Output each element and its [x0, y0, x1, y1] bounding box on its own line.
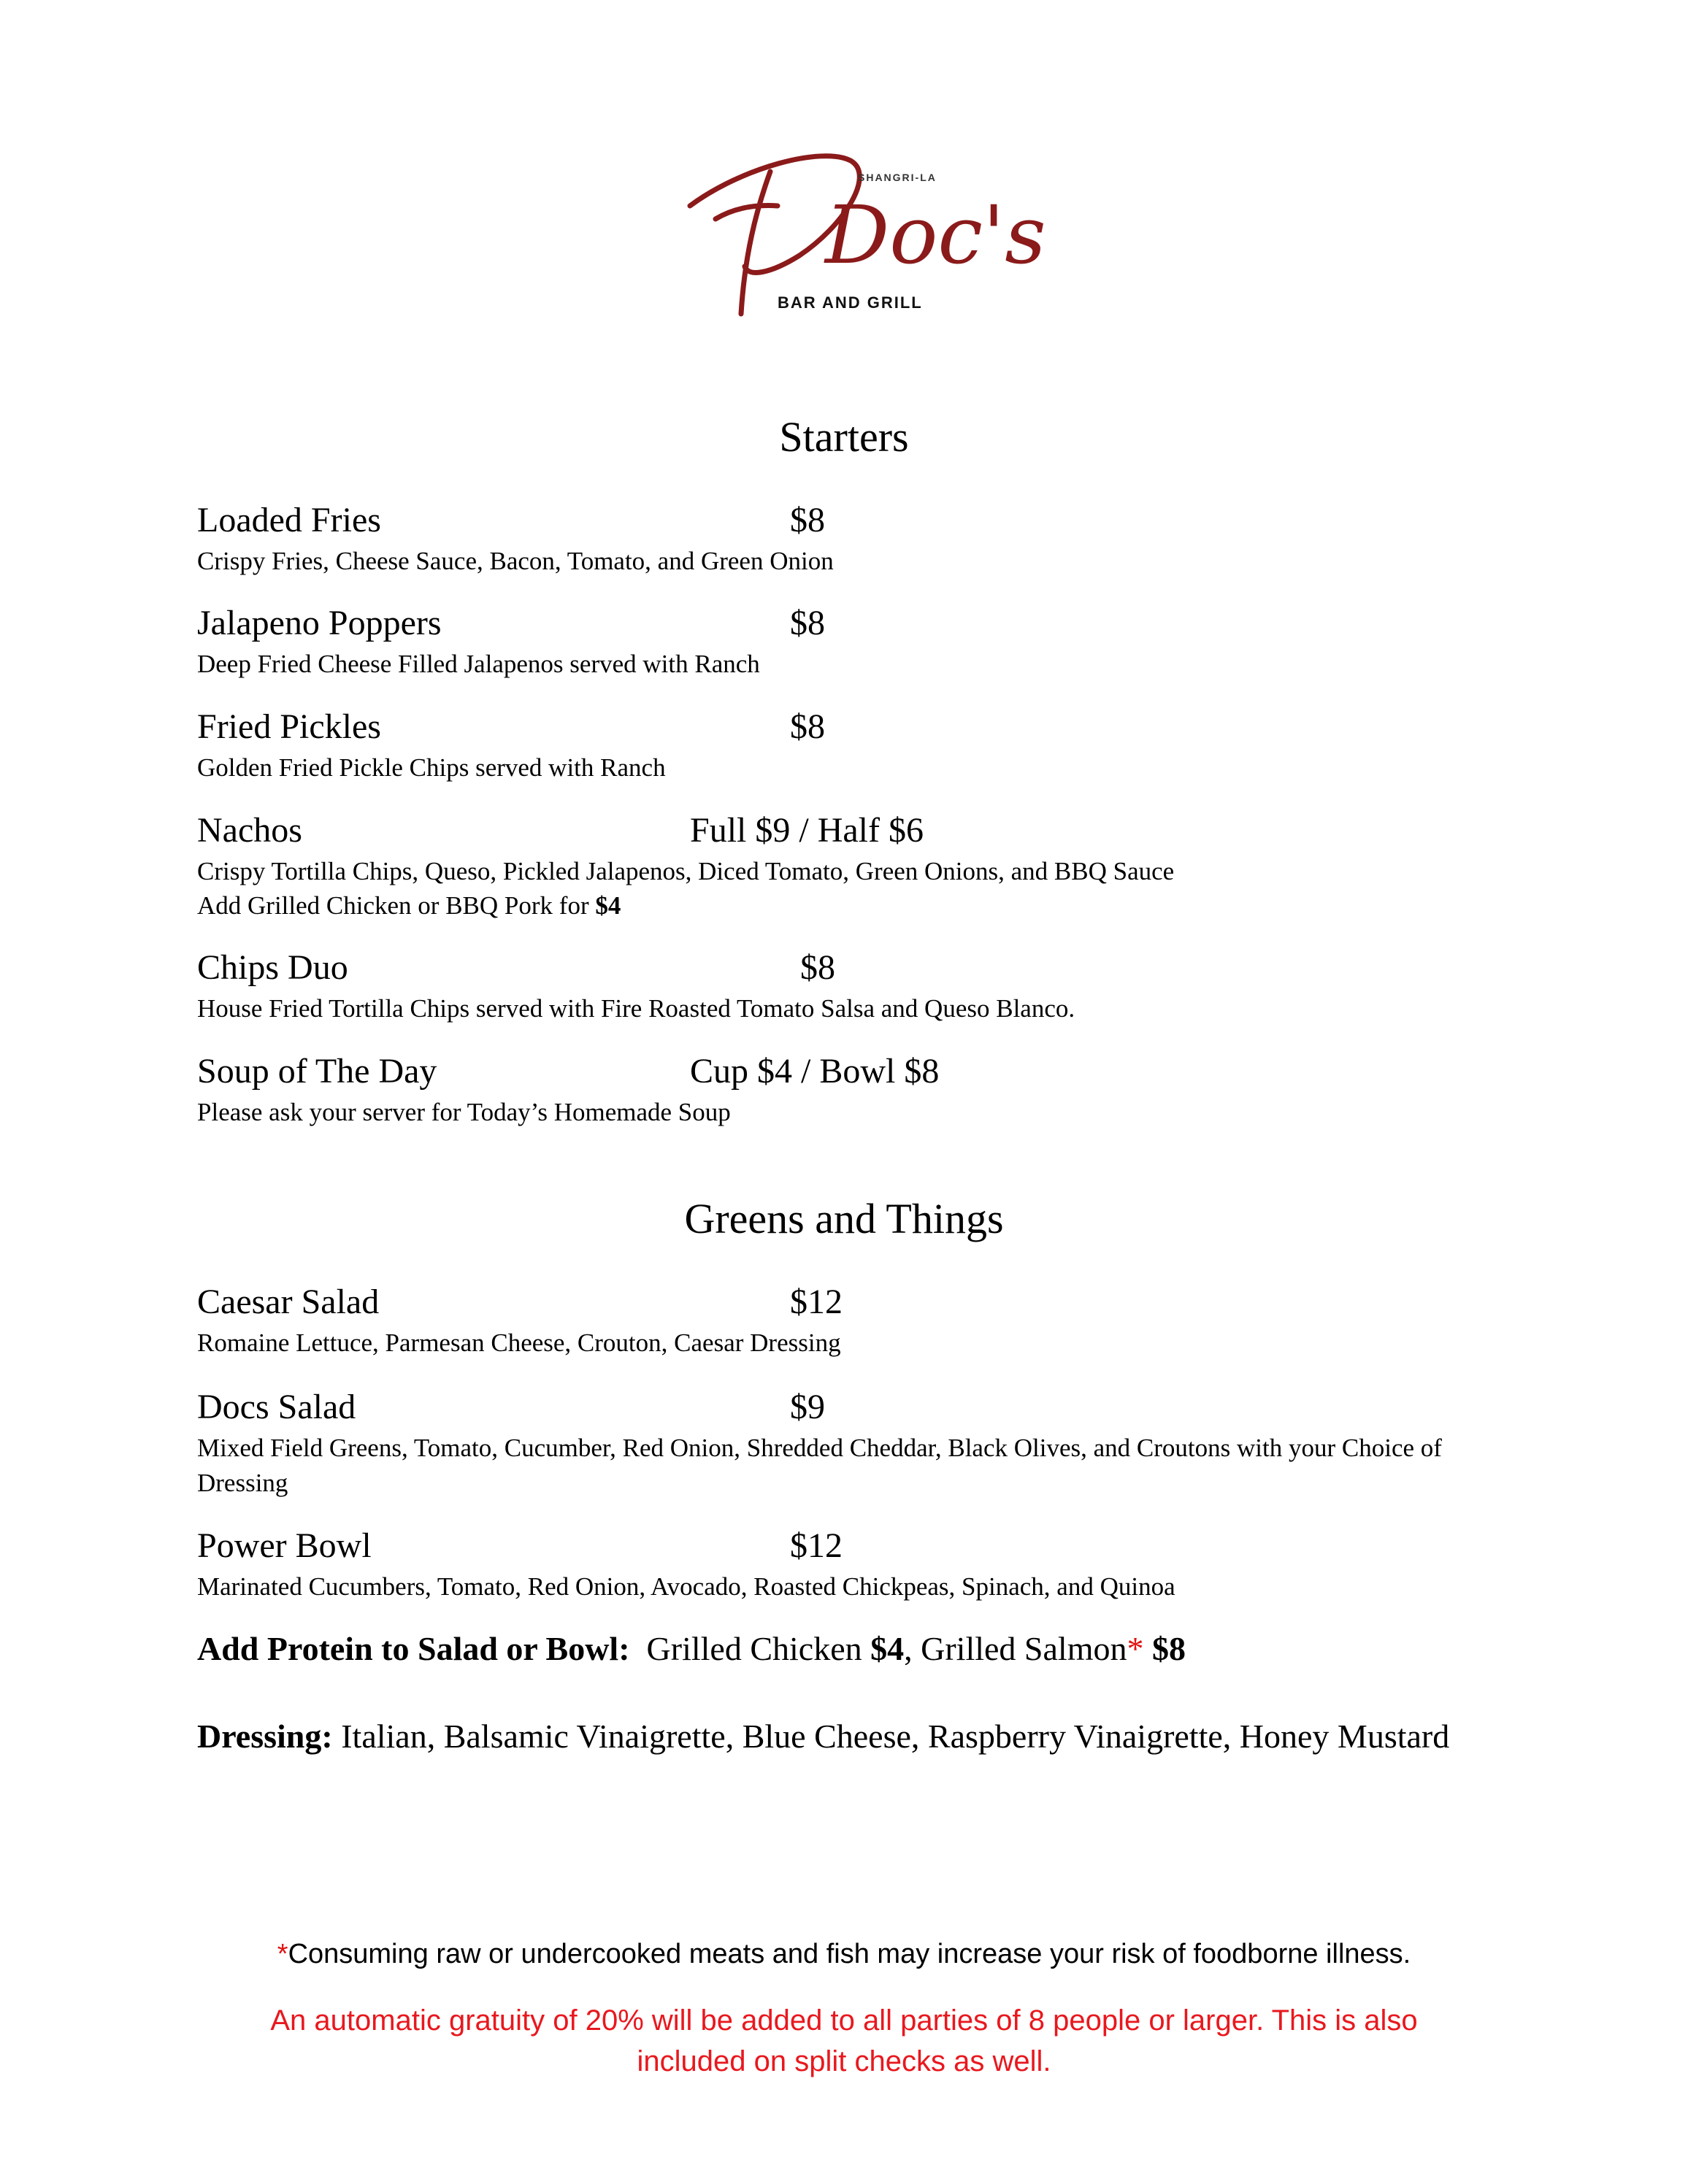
item-desc-power-bowl: Marinated Cucumbers, Tomato, Red Onion, Avocado, Roasted Chickpeas, Spinach, and Quinoa	[197, 1572, 1175, 1601]
item-price-loaded-fries: $8	[790, 501, 825, 539]
item-price-nachos: Full $9 / Half $6	[690, 811, 924, 850]
item-desc-docs-salad: Mixed Field Greens, Tomato, Cucumber, Red Onion, Shredded Cheddar, Black Olives, and Croutons with your Choice of Dressing	[197, 1434, 1442, 1497]
protein-chicken-price: $4	[870, 1630, 905, 1667]
item-price-chips-duo: $8	[800, 948, 835, 987]
add-protein-line	[197, 1629, 1186, 1668]
item-desc2-nachos	[197, 888, 621, 923]
item-name-soup: Soup of The Day	[197, 1052, 437, 1091]
warning-star: *	[277, 1939, 288, 1969]
item-name-power-bowl: Power Bowl	[197, 1526, 372, 1565]
item-price-soup: Cup $4 / Bowl $8	[690, 1052, 940, 1091]
add-protein-label: Add Protein to Salad or Bowl:	[197, 1630, 630, 1667]
dressing-options: Italian, Balsamic Vinaigrette, Blue Cheese, Raspberry Vinaigrette, Honey Mustard	[341, 1718, 1450, 1755]
logo-brand-main: Doc's	[825, 188, 1046, 282]
warning-text: Consuming raw or undercooked meats and fish may increase your risk of foodborne illness.	[288, 1939, 1411, 1969]
item-desc-fried-pickles: Golden Fried Pickle Chips served with Ranch	[197, 753, 666, 782]
logo-brand-top: SHANGRI-LA	[858, 172, 937, 183]
protein-salmon: Grilled Salmon	[921, 1630, 1127, 1667]
item-name-nachos: Nachos	[197, 811, 302, 850]
gratuity-notice: An automatic gratuity of 20% will be added to all parties of 8 people or larger. This is also included on split checks as well.	[270, 2004, 1418, 2077]
protein-sep: ,	[904, 1630, 921, 1667]
item-price-power-bowl: $12	[790, 1526, 843, 1565]
nachos-addon-price: $4	[595, 891, 621, 920]
logo-brand-bottom: BAR AND GRILL	[778, 293, 923, 312]
item-name-loaded-fries: Loaded Fries	[197, 501, 381, 539]
item-price-caesar-salad: $12	[790, 1283, 843, 1321]
item-desc-nachos: Crispy Tortilla Chips, Queso, Pickled Jalapenos, Diced Tomato, Green Onions, and BBQ Sauce	[197, 857, 1175, 885]
item-name-caesar-salad: Caesar Salad	[197, 1283, 380, 1321]
docs-logo	[675, 139, 1046, 328]
raw-food-warning	[0, 1939, 1688, 1970]
item-name-jalapeno-poppers: Jalapeno Poppers	[197, 604, 442, 642]
starters-title: Starters	[779, 413, 909, 461]
item-desc-chips-duo: House Fried Tortilla Chips served with Fire Roasted Tomato Salsa and Queso Blanco.	[197, 994, 1075, 1023]
item-desc-loaded-fries: Crispy Fries, Cheese Sauce, Bacon, Tomato, and Green Onion	[197, 547, 834, 575]
dressing-line	[197, 1717, 1449, 1756]
item-name-docs-salad: Docs Salad	[197, 1388, 356, 1426]
item-desc-jalapeno-poppers: Deep Fried Cheese Filled Jalapenos served with Ranch	[197, 650, 760, 678]
item-name-chips-duo: Chips Duo	[197, 948, 348, 987]
nachos-addon-text: Add Grilled Chicken or BBQ Pork for	[197, 891, 596, 920]
protein-salmon-price: $8	[1151, 1630, 1186, 1667]
item-price-fried-pickles: $8	[790, 707, 825, 746]
item-desc-soup: Please ask your server for Today’s Homemade Soup	[197, 1098, 731, 1126]
item-desc-caesar-salad: Romaine Lettuce, Parmesan Cheese, Crouton, Caesar Dressing	[197, 1329, 841, 1357]
protein-chicken: Grilled Chicken	[646, 1630, 871, 1667]
greens-title: Greens and Things	[684, 1195, 1004, 1242]
item-price-docs-salad: $9	[790, 1388, 825, 1426]
item-name-fried-pickles: Fried Pickles	[197, 707, 381, 746]
protein-salmon-star: *	[1127, 1630, 1144, 1667]
item-price-jalapeno-poppers: $8	[790, 604, 825, 642]
dressing-label: Dressing:	[197, 1718, 333, 1755]
